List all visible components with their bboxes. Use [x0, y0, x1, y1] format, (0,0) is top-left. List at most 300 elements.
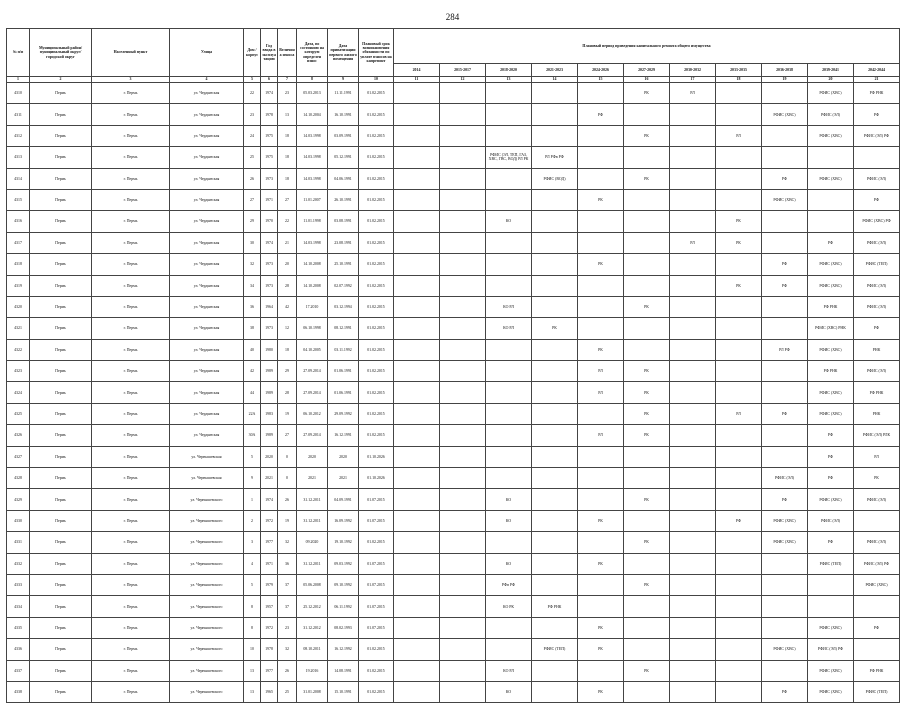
cell-date-privatization: 06.11.1992	[328, 596, 359, 617]
cell-wear: 0	[278, 446, 297, 467]
cell-street: ул. Чердынская	[170, 232, 244, 253]
cell-house: 9	[244, 468, 261, 489]
table-row	[7, 574, 900, 595]
cell-period-work	[578, 83, 624, 104]
cell-period-work	[440, 681, 486, 702]
header-planned-date: Плановый срок возникновения обязанности по уплате взносов на капремонт	[359, 29, 394, 77]
cell-period-work	[394, 660, 440, 681]
cell-period-work	[670, 596, 716, 617]
cell-period-work: РК	[578, 639, 624, 660]
cell-house: 26	[244, 168, 261, 189]
column-number: 20	[808, 77, 854, 83]
cell-period-work: РФИС (ВОД)	[532, 168, 578, 189]
cell-date-privatization: 01.06.1991	[328, 361, 359, 382]
cell-period-work: РФИС (ХВС)	[808, 83, 854, 104]
cell-period-work	[670, 254, 716, 275]
cell-settlement: г. Пермь	[92, 660, 170, 681]
cell-period-work: КО	[486, 553, 532, 574]
cell-period-work	[762, 574, 808, 595]
cell-period-work: РФИС (ЭЛ, ТЕП, ГАЗ, ХВС, ГВС, ВОД) РЛ РК	[486, 147, 532, 168]
cell-year-built: 1977	[261, 532, 278, 553]
cell-period-work	[486, 83, 532, 104]
cell-date-privatization: 03.12.1994	[328, 296, 359, 317]
cell-wear: 32	[278, 639, 297, 660]
cell-year-built: 1989	[261, 425, 278, 446]
cell-period-work: РФИС (ЭЛ) РФ	[854, 125, 900, 146]
cell-period-work: РК	[624, 125, 670, 146]
cell-period-work	[716, 468, 762, 489]
cell-period-work: РК	[624, 660, 670, 681]
cell-period-work	[716, 83, 762, 104]
cell-period-work: РФИС (ХВС)	[762, 104, 808, 125]
cell-period-work	[716, 382, 762, 403]
cell-period-work: РФ	[854, 189, 900, 210]
cell-period-work	[578, 574, 624, 595]
cell-settlement: г. Пермь	[92, 147, 170, 168]
cell-period-work: РЛ	[854, 446, 900, 467]
cell-period-work	[532, 361, 578, 382]
cell-period-work: РФИС (ЭЛ)	[854, 168, 900, 189]
cell-period-work	[670, 489, 716, 510]
cell-period-work	[762, 318, 808, 339]
cell-period-work: РФИС (ХВС)	[762, 532, 808, 553]
cell-period-work	[670, 532, 716, 553]
cell-period-work	[624, 254, 670, 275]
cell-period-work	[578, 468, 624, 489]
cell-settlement: г. Пермь	[92, 275, 170, 296]
cell-period-work	[808, 189, 854, 210]
cell-planned-date: 01.02.2015	[359, 211, 394, 232]
cell-period-work	[532, 83, 578, 104]
cell-year-built: 1973	[261, 168, 278, 189]
column-number: 4	[170, 77, 244, 83]
cell-settlement: г. Пермь	[92, 532, 170, 553]
cell-wear: 27	[278, 189, 297, 210]
cell-period-work	[532, 532, 578, 553]
header-period: 2015-2017	[440, 64, 486, 77]
cell-house: 13	[244, 660, 261, 681]
cell-municipality: Пермь	[30, 425, 92, 446]
table-header	[7, 29, 900, 83]
cell-period-work: РФ РНК	[808, 296, 854, 317]
cell-period-work	[486, 382, 532, 403]
cell-period-work	[670, 189, 716, 210]
cell-period-work	[854, 639, 900, 660]
cell-period-work	[624, 318, 670, 339]
table-row	[7, 232, 900, 253]
cell-period-work	[532, 553, 578, 574]
cell-period-work	[716, 147, 762, 168]
table-row	[7, 189, 900, 210]
cell-period-work	[394, 318, 440, 339]
cell-year-built: 1972	[261, 617, 278, 638]
cell-settlement: г. Пермь	[92, 425, 170, 446]
cell-period-work	[578, 125, 624, 146]
cell-period-work	[532, 510, 578, 531]
cell-planned-date: 01.02.2015	[359, 147, 394, 168]
table-row	[7, 382, 900, 403]
cell-wear: 12	[278, 318, 297, 339]
cell-period-work	[716, 254, 762, 275]
cell-period-work	[762, 425, 808, 446]
cell-wear: 22	[278, 211, 297, 232]
cell-period-work	[578, 318, 624, 339]
column-number: 9	[328, 77, 359, 83]
cell-period-work: РФИС (ХВС)	[808, 617, 854, 638]
cell-year-built: 1964	[261, 296, 278, 317]
cell-period-work: РК	[578, 681, 624, 702]
cell-street: ул. Чердынская	[170, 361, 244, 382]
cell-settlement: г. Пермь	[92, 617, 170, 638]
cell-period-work: РЛ	[578, 425, 624, 446]
cell-period-work	[394, 168, 440, 189]
cell-period-work	[670, 382, 716, 403]
cell-no: 4318	[7, 254, 30, 275]
cell-period-work: РФ	[808, 425, 854, 446]
cell-period-work	[716, 660, 762, 681]
cell-planned-date: 01.02.2015	[359, 189, 394, 210]
cell-planned-date: 01.07.2015	[359, 553, 394, 574]
cell-period-work: РФИС (ХВС)	[808, 403, 854, 424]
cell-municipality: Пермь	[30, 189, 92, 210]
column-number: 10	[359, 77, 394, 83]
cell-date-privatization: 09.10.1992	[328, 574, 359, 595]
cell-wear: 19	[278, 403, 297, 424]
cell-house: 13	[244, 681, 261, 702]
cell-period-work: РФИС (ЭЛ)	[762, 468, 808, 489]
cell-settlement: г. Пермь	[92, 104, 170, 125]
cell-period-work	[394, 339, 440, 360]
cell-house: 40	[244, 339, 261, 360]
cell-wear: 13	[278, 104, 297, 125]
cell-period-work	[440, 125, 486, 146]
cell-period-work: КО	[486, 489, 532, 510]
cell-period-work: РФИС (ХВС)	[808, 382, 854, 403]
cell-period-work	[624, 639, 670, 660]
cell-period-work	[624, 553, 670, 574]
cell-period-work	[394, 361, 440, 382]
cell-period-work: РЛ	[670, 232, 716, 253]
cell-date-wear: 27.09.2014	[297, 361, 328, 382]
cell-period-work	[670, 318, 716, 339]
cell-planned-date: 01.07.2015	[359, 510, 394, 531]
table-row	[7, 681, 900, 702]
cell-planned-date: 01.02.2015	[359, 104, 394, 125]
cell-period-work	[762, 211, 808, 232]
cell-period-work: РФИС (ЭЛ)	[808, 510, 854, 531]
cell-period-work	[394, 296, 440, 317]
cell-wear: 18	[278, 125, 297, 146]
table-row	[7, 596, 900, 617]
cell-period-work	[394, 596, 440, 617]
cell-period-work	[394, 403, 440, 424]
cell-period-work	[716, 339, 762, 360]
cell-no: 4317	[7, 232, 30, 253]
cell-period-work	[532, 189, 578, 210]
cell-municipality: Пермь	[30, 553, 92, 574]
cell-period-work	[486, 468, 532, 489]
header-period: 2018-2020	[486, 64, 532, 77]
cell-period-work	[624, 147, 670, 168]
cell-street: ул. Чернышевская	[170, 446, 244, 467]
cell-year-built: 2021	[261, 468, 278, 489]
cell-period-work	[762, 617, 808, 638]
cell-year-built: 1979	[261, 574, 278, 595]
column-number: 18	[716, 77, 762, 83]
cell-date-wear: 14.03.1998	[297, 147, 328, 168]
cell-street: ул. Чердынская	[170, 403, 244, 424]
cell-period-work: РЛ РФ	[762, 339, 808, 360]
cell-period-work: РФ	[808, 446, 854, 467]
column-number: 17	[670, 77, 716, 83]
cell-settlement: г. Пермь	[92, 232, 170, 253]
cell-planned-date: 01.02.2015	[359, 125, 394, 146]
cell-wear: 37	[278, 596, 297, 617]
cell-date-privatization: 16.12.1991	[328, 425, 359, 446]
header-no: № п/п	[7, 29, 30, 77]
header-period: 2027-2029	[624, 64, 670, 77]
cell-period-work	[394, 232, 440, 253]
cell-period-work	[762, 446, 808, 467]
cell-period-work	[486, 275, 532, 296]
cell-house: 3	[244, 532, 261, 553]
cell-period-work: РНК	[854, 339, 900, 360]
cell-period-work	[440, 189, 486, 210]
cell-no: 4315	[7, 189, 30, 210]
cell-period-work	[624, 275, 670, 296]
cell-street: ул. Чернышевского	[170, 596, 244, 617]
cell-no: 4325	[7, 403, 30, 424]
cell-period-work	[532, 275, 578, 296]
cell-house: 5	[244, 446, 261, 467]
cell-date-wear: 14.03.1998	[297, 232, 328, 253]
cell-street: ул. Чердынская	[170, 425, 244, 446]
cell-period-work	[532, 403, 578, 424]
cell-period-work	[440, 168, 486, 189]
cell-planned-date: 01.02.2015	[359, 83, 394, 104]
cell-period-work: РК	[578, 339, 624, 360]
header-settlement: Населенный пункт	[92, 29, 170, 77]
cell-period-work	[440, 468, 486, 489]
cell-settlement: г. Пермь	[92, 211, 170, 232]
cell-period-work: РК	[578, 254, 624, 275]
cell-planned-date: 01.02.2015	[359, 232, 394, 253]
cell-period-work: РФИС (ЭЛ)	[854, 275, 900, 296]
cell-no: 4336	[7, 639, 30, 660]
cell-year-built: 1983	[261, 403, 278, 424]
cell-period-work: РК	[624, 489, 670, 510]
cell-period-work: РК	[624, 168, 670, 189]
table-row	[7, 510, 900, 531]
cell-wear: 32	[278, 532, 297, 553]
cell-no: 4322	[7, 339, 30, 360]
cell-municipality: Пермь	[30, 532, 92, 553]
cell-period-work	[394, 425, 440, 446]
cell-period-work: РФ	[808, 232, 854, 253]
table-row	[7, 104, 900, 125]
cell-wear: 28	[278, 382, 297, 403]
cell-period-work: РФИС (ЭЛ)	[854, 232, 900, 253]
cell-period-work: КО РЛ	[486, 296, 532, 317]
cell-date-privatization: 03.09.1991	[328, 125, 359, 146]
cell-period-work	[394, 125, 440, 146]
cell-date-wear: 2021	[297, 468, 328, 489]
column-number: 5	[244, 77, 261, 83]
cell-no: 4326	[7, 425, 30, 446]
column-number: 7	[278, 77, 297, 83]
header-house: Дом / корпус	[244, 29, 261, 77]
cell-date-privatization: 16.12.1992	[328, 639, 359, 660]
table-row	[7, 532, 900, 553]
cell-wear: 23	[278, 83, 297, 104]
cell-period-work	[670, 211, 716, 232]
cell-period-work	[716, 574, 762, 595]
cell-year-built: 1965	[261, 681, 278, 702]
header-street: Улица	[170, 29, 244, 77]
table-row	[7, 639, 900, 660]
cell-period-work	[808, 147, 854, 168]
cell-wear: 27	[278, 425, 297, 446]
cell-period-work: РФИС (ХВС)	[808, 168, 854, 189]
cell-period-work	[670, 403, 716, 424]
cell-period-work	[670, 275, 716, 296]
cell-period-work	[670, 446, 716, 467]
cell-period-work	[670, 468, 716, 489]
cell-no: 4337	[7, 660, 30, 681]
cell-no: 4311	[7, 104, 30, 125]
cell-period-work	[440, 532, 486, 553]
cell-period-work	[486, 446, 532, 467]
cell-no: 4333	[7, 574, 30, 595]
cell-settlement: г. Пермь	[92, 489, 170, 510]
cell-year-built: 1978	[261, 104, 278, 125]
column-number: 21	[854, 77, 900, 83]
cell-period-work	[532, 425, 578, 446]
cell-period-work: РК	[624, 425, 670, 446]
column-number: 14	[532, 77, 578, 83]
cell-period-work: РФ	[762, 168, 808, 189]
cell-house: 27	[244, 189, 261, 210]
cell-street: ул. Чердынская	[170, 296, 244, 317]
cell-year-built: 2020	[261, 446, 278, 467]
cell-period-work	[440, 83, 486, 104]
cell-date-wear: 14.03.1998	[297, 168, 328, 189]
cell-period-work	[762, 232, 808, 253]
cell-wear: 19	[278, 510, 297, 531]
cell-period-work	[578, 275, 624, 296]
cell-period-work: РК	[578, 617, 624, 638]
cell-period-work	[394, 553, 440, 574]
cell-period-work	[624, 189, 670, 210]
column-number: 3	[92, 77, 170, 83]
cell-period-work: РФИС (ХВС) РФ	[854, 211, 900, 232]
cell-date-wear: 31.01.2008	[297, 681, 328, 702]
cell-municipality: Пермь	[30, 468, 92, 489]
cell-period-work	[578, 147, 624, 168]
cell-period-work: РФИС (ХВС)	[808, 489, 854, 510]
cell-period-work	[670, 639, 716, 660]
cell-street: ул. Чердынская	[170, 254, 244, 275]
cell-period-work	[762, 382, 808, 403]
cell-settlement: г. Пермь	[92, 318, 170, 339]
table-row	[7, 168, 900, 189]
cell-period-work	[670, 168, 716, 189]
cell-period-work: РК	[624, 296, 670, 317]
cell-period-work: РФ	[762, 275, 808, 296]
cell-period-work	[762, 83, 808, 104]
cell-period-work	[670, 339, 716, 360]
cell-period-work: РФИС (ХВС)	[762, 639, 808, 660]
cell-municipality: Пермь	[30, 382, 92, 403]
cell-period-work	[532, 574, 578, 595]
table-row	[7, 617, 900, 638]
cell-period-work: РФИС (ТЕП)	[854, 254, 900, 275]
cell-period-work	[532, 296, 578, 317]
cell-street: ул. Чернышевская	[170, 468, 244, 489]
cell-house: 44	[244, 382, 261, 403]
cell-period-work: РФИС (ХВС)	[762, 510, 808, 531]
cell-no: 4312	[7, 125, 30, 146]
cell-house: 32	[244, 254, 261, 275]
cell-settlement: г. Пермь	[92, 639, 170, 660]
cell-date-privatization: 16.10.1991	[328, 104, 359, 125]
cell-house: 22А	[244, 403, 261, 424]
cell-planned-date: 01.02.2015	[359, 403, 394, 424]
cell-period-work	[762, 553, 808, 574]
cell-period-work	[440, 254, 486, 275]
cell-year-built: 1970	[261, 211, 278, 232]
cell-date-wear: 14.10.2004	[297, 104, 328, 125]
column-number: 2	[30, 77, 92, 83]
cell-period-work	[440, 296, 486, 317]
cell-municipality: Пермь	[30, 104, 92, 125]
cell-period-work: РК	[624, 382, 670, 403]
cell-period-work: РФИС (ТЕП)	[808, 553, 854, 574]
cell-period-work	[670, 104, 716, 125]
table-row	[7, 83, 900, 104]
cell-municipality: Пермь	[30, 318, 92, 339]
cell-house: 38	[244, 318, 261, 339]
cell-period-work	[624, 446, 670, 467]
cell-house: 36	[244, 296, 261, 317]
cell-street: ул. Чернышевского	[170, 489, 244, 510]
cell-period-work	[486, 639, 532, 660]
cell-date-privatization: 04.09.1991	[328, 489, 359, 510]
cell-date-privatization: 29.09.1992	[328, 403, 359, 424]
cell-no: 4334	[7, 596, 30, 617]
cell-period-work: РФ РНК	[854, 83, 900, 104]
cell-period-work: РФ	[716, 510, 762, 531]
cell-municipality: Пермь	[30, 660, 92, 681]
cell-settlement: г. Пермь	[92, 553, 170, 574]
cell-period-work	[486, 361, 532, 382]
cell-wear: 18	[278, 147, 297, 168]
cell-street: ул. Чердынская	[170, 147, 244, 168]
cell-period-work	[440, 639, 486, 660]
cell-period-work	[440, 275, 486, 296]
cell-house: 22	[244, 83, 261, 104]
cell-period-work: РЛ	[716, 125, 762, 146]
cell-period-work	[486, 125, 532, 146]
cell-period-work: РНК	[854, 403, 900, 424]
cell-house: 30	[244, 232, 261, 253]
cell-date-wear: 25.12.2012	[297, 596, 328, 617]
cell-period-work: РФИС (ЭЛ)	[808, 104, 854, 125]
cell-period-work	[440, 232, 486, 253]
cell-street: ул. Чернышевского	[170, 553, 244, 574]
cell-municipality: Пермь	[30, 639, 92, 660]
cell-no: 4338	[7, 681, 30, 702]
